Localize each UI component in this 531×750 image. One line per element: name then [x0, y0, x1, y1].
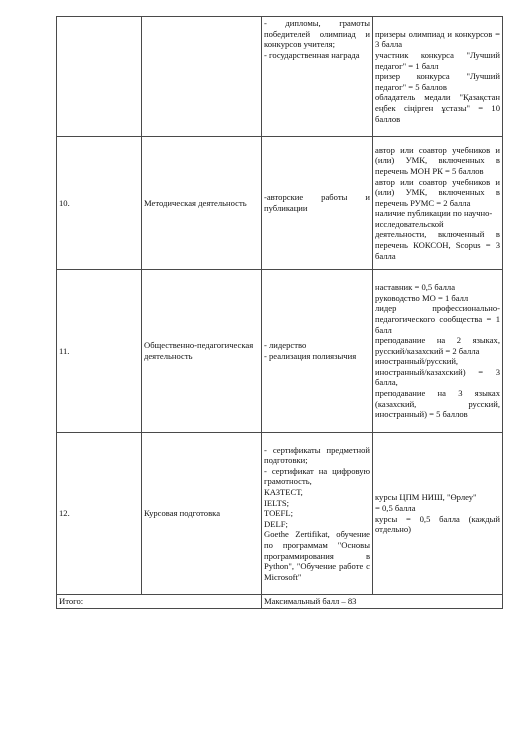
cell-line: автор или соавтор учебников и	[375, 176, 500, 187]
cell-line: по программам "Основы	[264, 539, 370, 550]
cell-line: педагогического сообщества = 1	[375, 313, 500, 324]
criteria-cell	[262, 270, 373, 433]
cell-line: 3 балла	[375, 39, 403, 50]
cell-line: иностранный) = 5 баллов	[375, 409, 468, 420]
cell-line: наличие публикации по научно-	[375, 208, 493, 219]
cell-line: призеры олимпиад и конкурсов =	[375, 28, 500, 39]
criteria-lines	[264, 192, 370, 213]
cell-line: обладатель медали "Қазақстан	[375, 92, 500, 103]
cell-line: TOEFL;	[264, 508, 293, 519]
cell-line: перечень РУМС = 2 балла	[375, 197, 471, 208]
table-row	[57, 270, 503, 433]
cell-line: публикации	[264, 203, 308, 213]
score-lines	[375, 145, 500, 262]
criteria-cell	[262, 433, 373, 595]
cell-line: - реализация полиязычия	[264, 351, 357, 361]
indicator-cell: Курсовая подготовка	[142, 433, 262, 595]
cell-line: русский/казахский = 2 балла	[375, 345, 480, 356]
cell-line: лидер профессионально-	[375, 303, 500, 314]
cell-line: Goethe Zertifikat, обучение	[264, 529, 370, 540]
cell-line: - дипломы, грамоты	[264, 18, 370, 28]
cell-line: IELTS;	[264, 497, 289, 508]
cell-line: баллов	[375, 113, 401, 124]
score-lines	[375, 282, 500, 420]
cell-line: балл	[375, 324, 392, 335]
cell-line: (казахский, русский,	[375, 398, 500, 409]
cell-line: грамотность,	[264, 476, 312, 487]
cell-line: - государственная награда	[264, 49, 360, 60]
total-row	[57, 595, 503, 609]
cell-line: преподавание на 2 языках,	[375, 335, 500, 346]
score-cell	[373, 17, 503, 137]
cell-line: конкурсов учителя;	[264, 39, 336, 50]
total-label: Итого:	[57, 595, 262, 609]
cell-line: балла	[375, 250, 396, 261]
score-lines	[375, 29, 500, 124]
criteria-lines	[264, 445, 370, 583]
cell-line: еңбек сіңірген ұстазы" = 10	[375, 102, 500, 113]
cell-line: победителей олимпиад и	[264, 28, 370, 39]
cell-line: - сертификаты предметной	[264, 444, 370, 455]
table-row	[57, 17, 503, 137]
cell-line: руководство МО = 1 балл	[375, 292, 469, 303]
row-number: 10.	[57, 137, 142, 270]
cell-line: иностранный/русский,	[375, 356, 459, 367]
cell-line: = 0,5 балла	[375, 502, 416, 513]
row-number: 12.	[57, 433, 142, 595]
criteria-cell	[262, 137, 373, 270]
cell-line: балла,	[375, 377, 398, 388]
row-number	[57, 17, 142, 137]
criteria-lines	[264, 18, 370, 60]
cell-line: педагог" = 5 баллов	[375, 81, 447, 92]
indicator-cell: Общественно-педагогическая деятельность	[142, 270, 262, 433]
row-number: 11.	[57, 270, 142, 433]
cell-line: перечень КОКСОН, Scopus = 3	[375, 240, 500, 251]
cell-line: подготовки;	[264, 455, 308, 466]
table-row	[57, 137, 503, 270]
cell-line: наставник = 0,5 балла	[375, 282, 456, 293]
indicator-cell: Методическая деятельность	[142, 137, 262, 270]
cell-line: автор или соавтор учебников и	[375, 144, 500, 155]
cell-line: призер конкурса "Лучший	[375, 71, 500, 82]
cell-line: деятельности, включенный в	[375, 229, 500, 240]
total-value: Максимальный балл – 83	[262, 595, 503, 609]
cell-line: DELF;	[264, 518, 288, 529]
cell-line: участник конкурса "Лучший	[375, 50, 500, 61]
cell-line: (или) УМК, включенных в	[375, 187, 500, 198]
cell-line: - сертификат на цифровую	[264, 465, 370, 476]
cell-line: -авторские работы и	[264, 192, 370, 203]
cell-line: - лидерство	[264, 340, 307, 351]
cell-line: исследовательской	[375, 218, 444, 229]
cell-line: отдельно)	[375, 524, 411, 535]
criteria-table	[56, 16, 503, 609]
cell-line: перечень МОН РК = 5 баллов	[375, 165, 484, 176]
criteria-cell	[262, 17, 373, 137]
table-row	[57, 433, 503, 595]
score-cell	[373, 270, 503, 433]
cell-line: курсы = 0,5 балла (каждый	[375, 513, 500, 524]
score-cell	[373, 433, 503, 595]
score-lines	[375, 492, 500, 534]
cell-line: преподавание на 3 языках	[375, 388, 500, 399]
cell-line: (или) УМК, включенных в	[375, 155, 500, 166]
cell-line: КАЗТЕСТ,	[264, 487, 303, 498]
cell-line: курсы ЦПМ НИШ, "Өрлеу"	[375, 492, 477, 503]
indicator-cell	[142, 17, 262, 137]
cell-line: Microsoft"	[264, 571, 302, 582]
cell-line: педагог" = 1 балл	[375, 60, 439, 71]
cell-line: Python", "Обучение работе с	[264, 561, 370, 572]
cell-line: иностранный/казахский) = 3	[375, 366, 500, 377]
criteria-lines	[264, 340, 370, 361]
cell-line: программирования в	[264, 550, 370, 561]
score-cell	[373, 137, 503, 270]
